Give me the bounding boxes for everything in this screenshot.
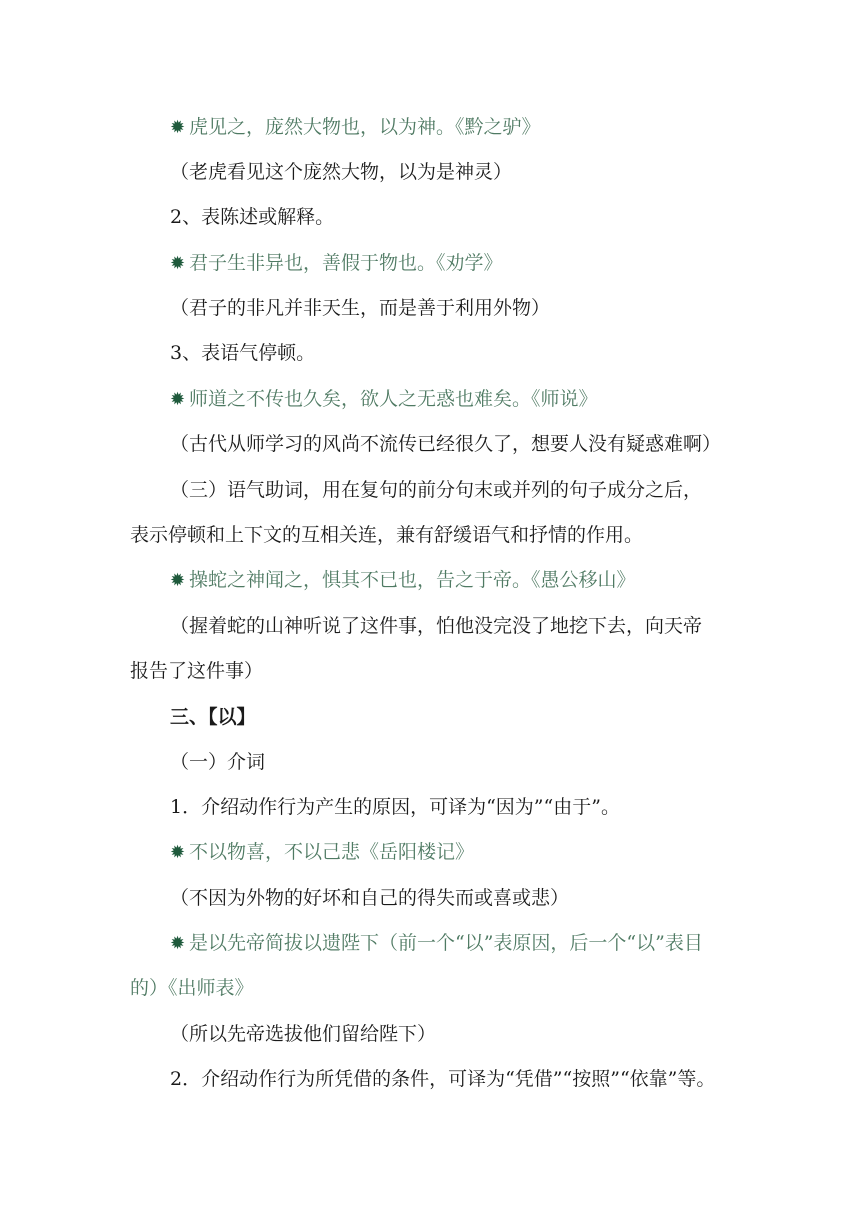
example-text: 是以先帝简拔以遗陛下（前一个“以”表原因，后一个“以”表目 bbox=[189, 932, 703, 954]
example-line-continued: 的）《出师表》 bbox=[130, 977, 254, 999]
bullet-icon: ✹ bbox=[170, 253, 186, 274]
example-line bbox=[170, 250, 770, 277]
example-line bbox=[170, 930, 770, 957]
translation-line: （老虎看见这个庞然大物，以为是神灵） bbox=[170, 161, 513, 183]
subheading-line: （一）介词 bbox=[170, 751, 266, 773]
example-text: 操蛇之神闻之，惧其不已也，告之于帝。《愚公移山》 bbox=[189, 569, 636, 591]
bullet-icon: ✹ bbox=[170, 933, 186, 954]
translation-line: （君子的非凡并非天生，而是善于利用外物） bbox=[170, 297, 551, 319]
paragraph-line: （三）语气助词，用在复句的前分句末或并列的句子成分之后， bbox=[170, 479, 703, 501]
translation-line: （所以先帝选拔他们留给陛下） bbox=[170, 1023, 437, 1045]
subheading-line: 3、表语气停顿。 bbox=[170, 342, 316, 364]
example-line bbox=[170, 114, 770, 141]
example-line bbox=[170, 567, 770, 594]
example-text: 虎见之，庞然大物也，以为神。《黔之驴》 bbox=[189, 116, 541, 138]
example-text: 君子生非异也，善假于物也。《劝学》 bbox=[189, 252, 503, 274]
section-heading: 三、【以】 bbox=[170, 706, 256, 728]
subheading-line: 2．介绍动作行为所凭借的条件，可译为“凭借”“按照”“依靠”等。 bbox=[170, 1068, 716, 1090]
translation-line: 报告了这件事） bbox=[130, 660, 264, 682]
bullet-icon: ✹ bbox=[170, 570, 186, 591]
translation-line: （不因为外物的好坏和自己的得失而或喜或悲） bbox=[170, 887, 570, 909]
translation-line: （古代从师学习的风尚不流传已经很久了，想要人没有疑惑难啊） bbox=[170, 433, 722, 455]
bullet-icon: ✹ bbox=[170, 117, 186, 138]
subheading-line: 1．介绍动作行为产生的原因，可译为“因为”“由于”。 bbox=[170, 796, 620, 818]
example-line bbox=[170, 386, 770, 413]
translation-line: （握着蛇的山神听说了这件事，怕他没完没了地挖下去，向天帝 bbox=[170, 615, 703, 637]
bullet-icon: ✹ bbox=[170, 389, 186, 410]
subheading-line: 2、表陈述或解释。 bbox=[170, 206, 335, 228]
paragraph-line: 表示停顿和上下文的互相关连，兼有舒缓语气和抒情的作用。 bbox=[130, 524, 644, 546]
example-text: 师道之不传也久矣，欲人之无惑也难矣。《师说》 bbox=[189, 388, 598, 410]
example-text: 不以物喜，不以己悲《岳阳楼记》 bbox=[189, 841, 475, 863]
bullet-icon: ✹ bbox=[170, 842, 186, 863]
example-line bbox=[170, 839, 770, 866]
